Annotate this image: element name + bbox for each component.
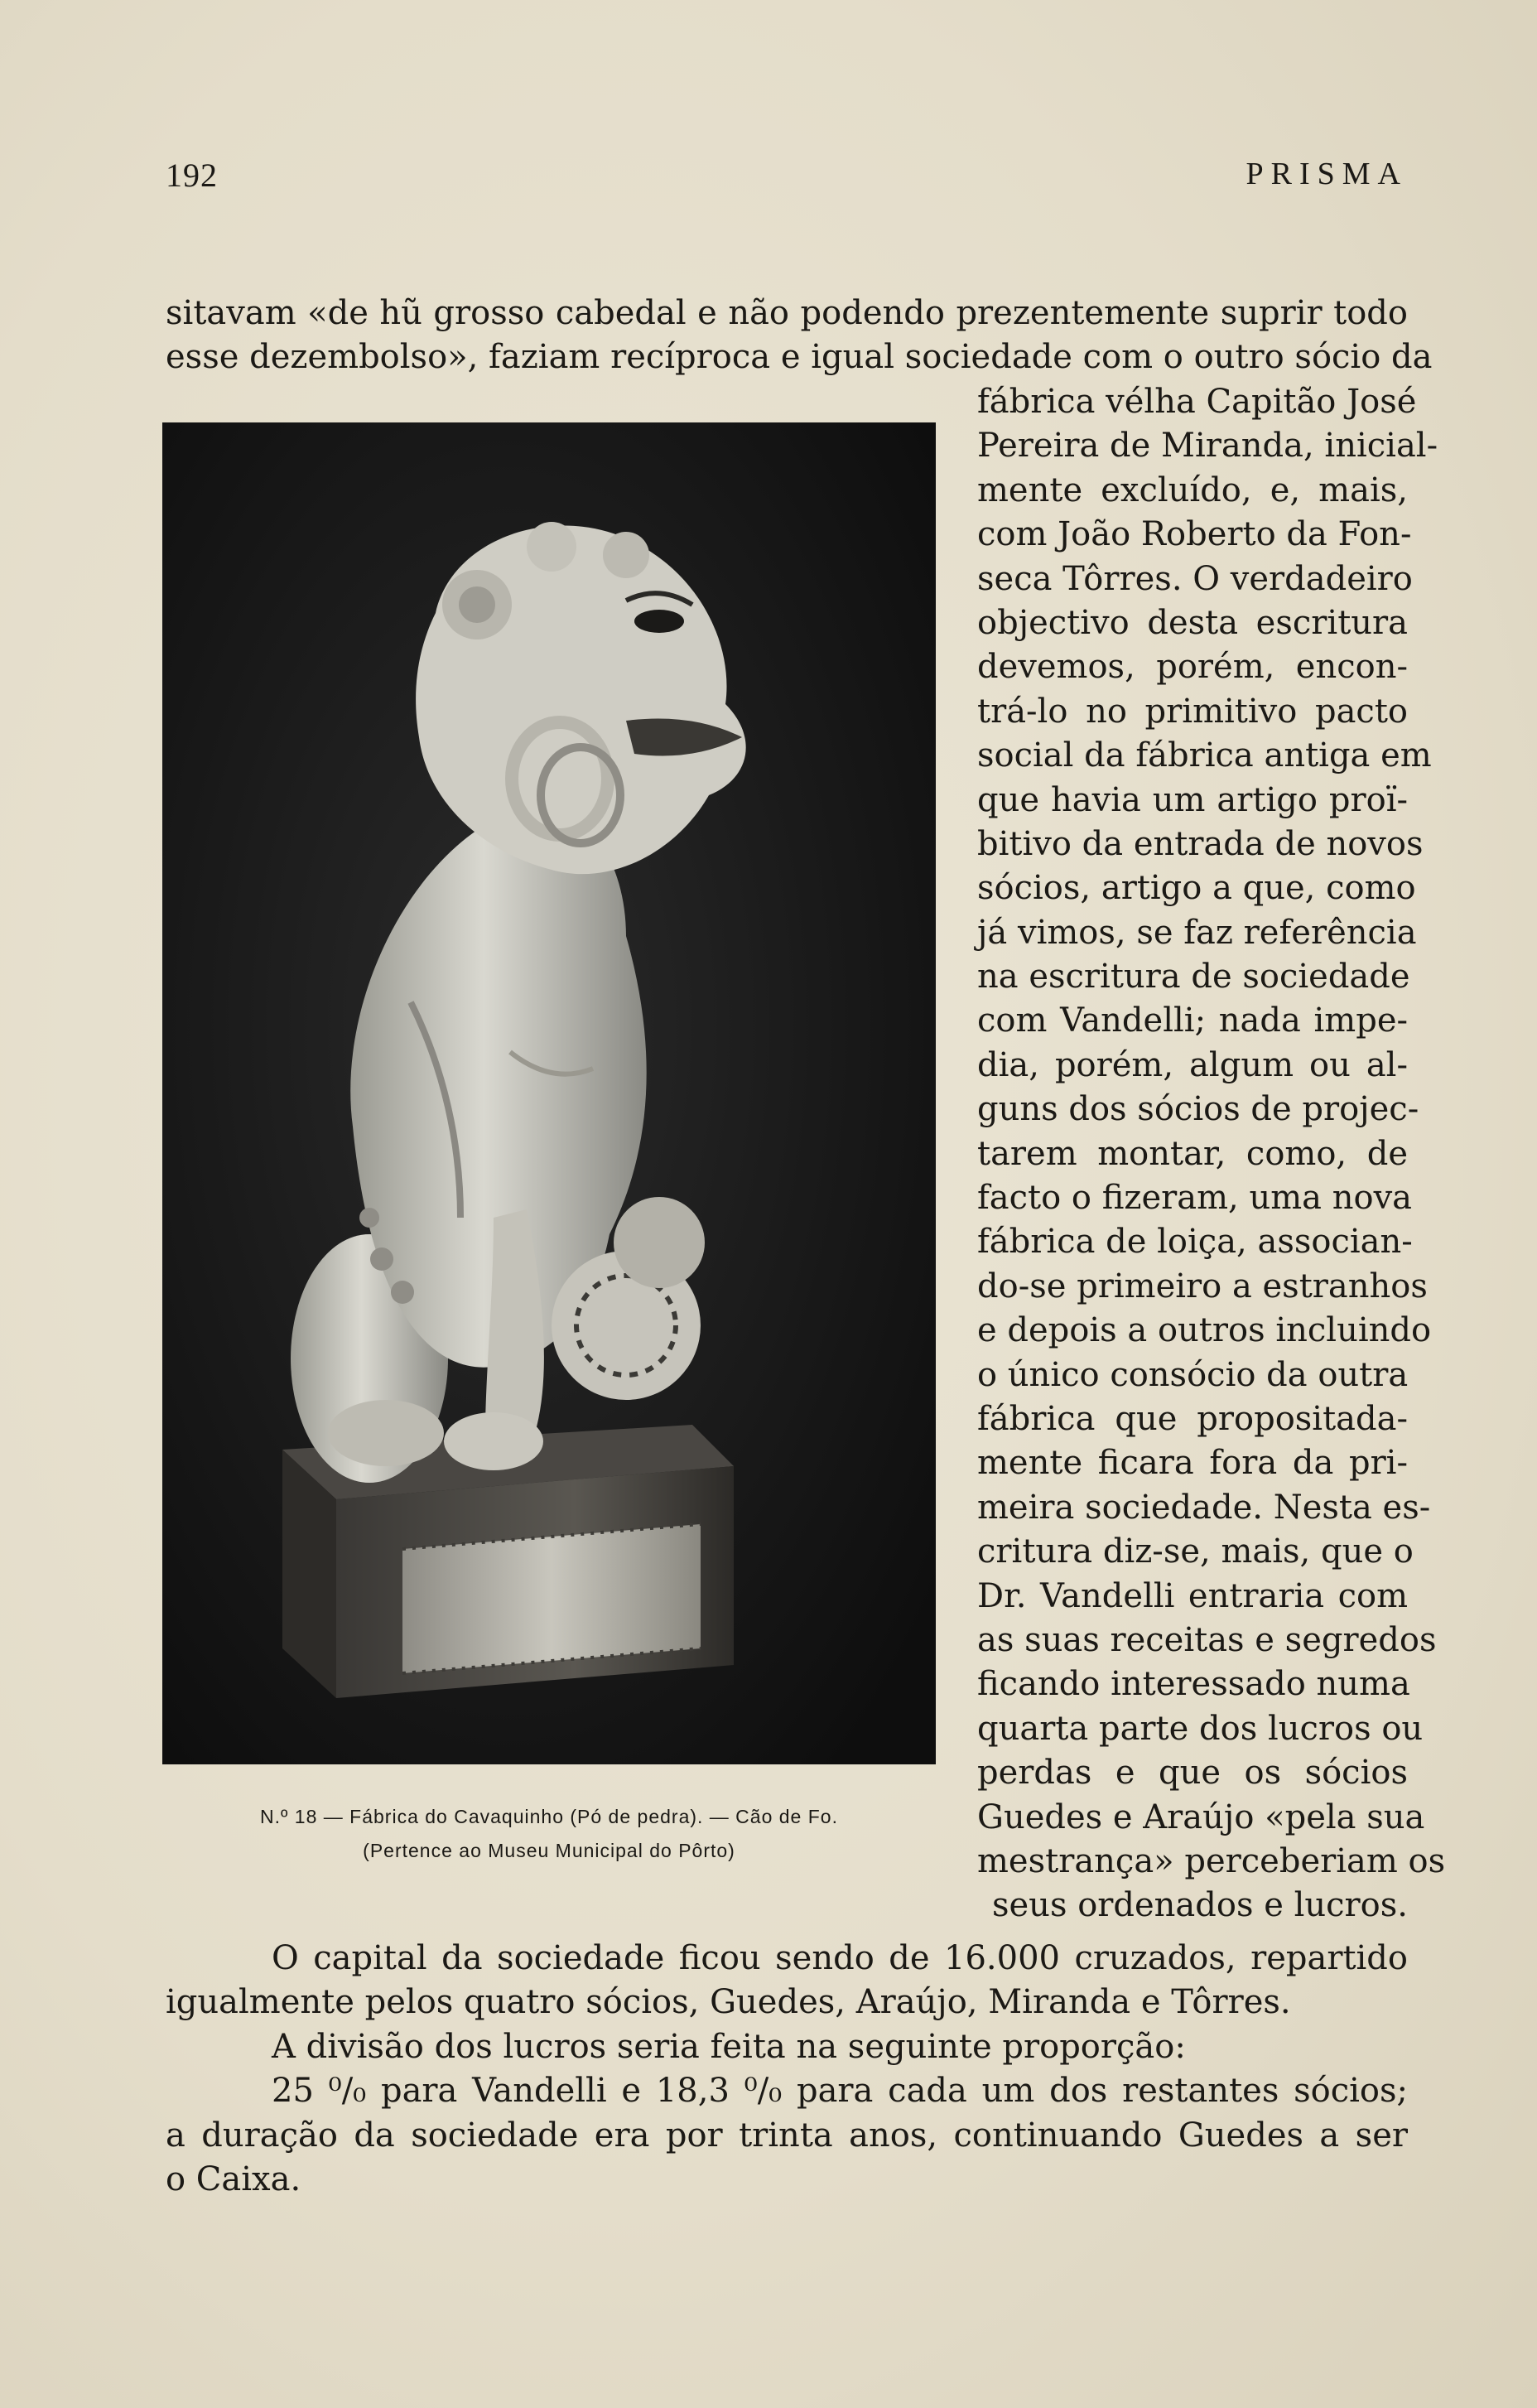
text-line: objectivo desta escritura bbox=[977, 603, 1408, 642]
text-line: esse dezembolso», faziam recíproca e igual sociedade com o outro sócio da bbox=[166, 338, 1433, 377]
caption-line: N.º 18 — Fábrica do Cavaquinho (Pó de pedra). — Cão de Fo. bbox=[260, 1806, 838, 1827]
text-line: mente excluído, e, mais, bbox=[977, 471, 1408, 509]
text-line: devemos, porém, encon- bbox=[977, 648, 1408, 687]
text-line: seca Tôrres. O verdadeiro bbox=[977, 559, 1413, 598]
text-line: quarta parte dos lucros ou bbox=[977, 1709, 1424, 1748]
text-line: trá-lo no primitivo pacto bbox=[977, 692, 1408, 731]
text-line: social da fábrica antiga em bbox=[977, 736, 1432, 775]
text-line: A divisão dos lucros seria feita na seguinte proporção: bbox=[272, 2027, 1186, 2066]
text-line: Dr. Vandelli entraria com bbox=[977, 1576, 1408, 1615]
text-line: seus ordenados e lucros. bbox=[991, 1886, 1408, 1925]
top-paragraph bbox=[166, 292, 1433, 380]
text-line: bitivo da entrada de novos bbox=[977, 824, 1424, 863]
figure-caption bbox=[162, 1800, 936, 1868]
text-line: a duração da sociedade era por trinta anos, continuando Guedes a ser bbox=[166, 2116, 1408, 2155]
text-line: facto o fizeram, uma nova bbox=[977, 1179, 1413, 1218]
text-line: que havia um artigo proï- bbox=[977, 780, 1408, 819]
text-line: dia, porém, algum ou al- bbox=[977, 1045, 1408, 1084]
side-column-text bbox=[977, 380, 1446, 1928]
text-line: fábrica de loiça, associan- bbox=[977, 1223, 1413, 1262]
bottom-paragraphs bbox=[166, 1937, 1408, 2202]
text-line: e depois a outros incluindo bbox=[977, 1311, 1432, 1350]
text-line: fábrica vélha Capitão José bbox=[977, 383, 1417, 421]
running-title: PRISMA bbox=[1246, 157, 1408, 191]
photo-foo-dog-figurine bbox=[162, 422, 936, 1764]
foo-dog-photo bbox=[162, 422, 936, 1764]
text-line: sitavam «de hũ grosso cabedal e não podendo prezentemente suprir todo bbox=[166, 294, 1408, 332]
text-line: igualmente pelos quatro sócios, Guedes, Araújo, Miranda e Tôrres. bbox=[166, 1983, 1291, 2022]
page-number: 192 bbox=[166, 157, 218, 194]
text-line: guns dos sócios de projec- bbox=[977, 1090, 1419, 1129]
text-line: critura diz-se, mais, que o bbox=[977, 1532, 1414, 1571]
text-line: ficando interessado numa bbox=[977, 1665, 1410, 1704]
text-line: mestrança» perceberiam os bbox=[977, 1841, 1446, 1880]
text-line: mente ficara fora da pri- bbox=[977, 1444, 1408, 1483]
text-line: com Vandelli; nada impe- bbox=[977, 1001, 1408, 1040]
text-line: na escritura de sociedade bbox=[977, 958, 1410, 996]
text-line: perdas e que os sócios bbox=[977, 1754, 1408, 1793]
text-line: o Caixa. bbox=[166, 2159, 301, 2198]
text-line: fábrica que propositada- bbox=[977, 1399, 1408, 1438]
text-line: do-se primeiro a estranhos bbox=[977, 1267, 1428, 1305]
caption-line: (Pertence ao Museu Municipal do Pôrto) bbox=[363, 1840, 735, 1861]
text-line: meira sociedade. Nesta es- bbox=[977, 1488, 1431, 1527]
text-line: Pereira de Miranda, inicial- bbox=[977, 427, 1438, 466]
text-line: o único consócio da outra bbox=[977, 1355, 1409, 1394]
text-line: já vimos, se faz referência bbox=[977, 913, 1417, 952]
text-line: O capital da sociedade ficou sendo de 16.000 cruzados, repartido bbox=[272, 1939, 1408, 1977]
page-header bbox=[166, 156, 1408, 205]
text-line: Guedes e Araújo «pela sua bbox=[977, 1798, 1425, 1836]
text-line: 25 ⁰/₀ para Vandelli e 18,3 ⁰/₀ para cada um dos restantes sócios; bbox=[272, 2072, 1408, 2111]
text-line: sócios, artigo a que, como bbox=[977, 869, 1416, 908]
text-line: com João Roberto da Fon- bbox=[977, 515, 1412, 554]
text-line: tarem montar, como, de bbox=[977, 1134, 1408, 1173]
text-line: as suas receitas e segredos bbox=[977, 1620, 1437, 1659]
